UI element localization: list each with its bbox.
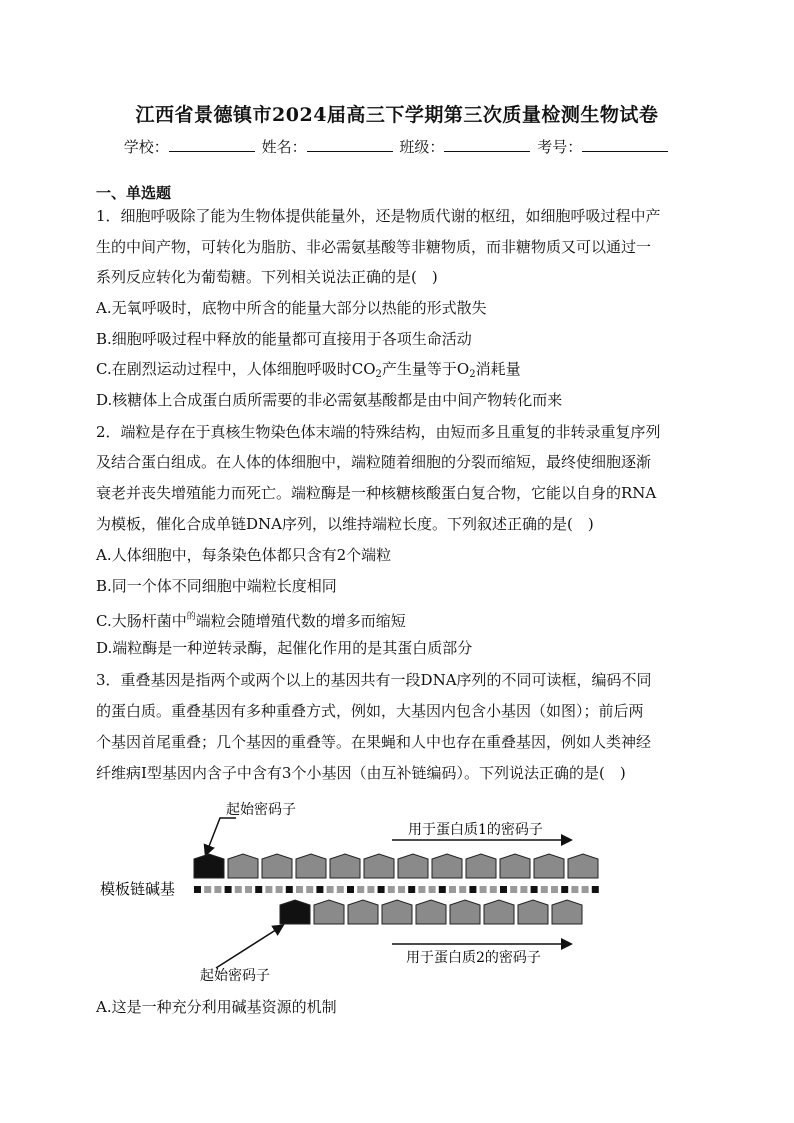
q1-option-c[interactable] xyxy=(96,359,521,385)
template-base xyxy=(551,886,558,893)
template-base xyxy=(418,886,425,893)
codon-top xyxy=(296,854,326,878)
codon-top xyxy=(330,854,360,878)
codon-bottom xyxy=(552,900,582,924)
q2-option-c-text-1: C.大肠杆菌中 xyxy=(96,612,187,630)
template-base xyxy=(327,886,334,893)
q2-option-d[interactable]: D.端粒酶是一种逆转录酶，起催化作用的是其蛋白质部分 xyxy=(96,639,473,657)
codon-bottom xyxy=(484,900,514,924)
page-title: 江西省景德镇市2024届高三下学期第三次质量检测生物试卷 xyxy=(135,104,659,126)
school-label: 学校： xyxy=(123,138,169,156)
codon-top xyxy=(398,854,428,878)
template-base xyxy=(510,886,517,893)
codon-bottom xyxy=(450,900,480,924)
template-base xyxy=(194,886,201,893)
template-base xyxy=(439,886,446,893)
codon-top xyxy=(534,854,564,878)
class-label: 班级： xyxy=(399,138,445,156)
bottom-codon-row xyxy=(280,900,582,924)
template-base xyxy=(276,886,283,893)
class-blank[interactable] xyxy=(444,137,530,152)
codon-top xyxy=(568,854,598,878)
student-info-line xyxy=(0,136,794,157)
q3-line-4: 纤维病Ⅰ型基因内含子中含有3个小基因（由互补链编码）。下列说法正确的是( ) xyxy=(96,764,626,782)
codon-top xyxy=(364,854,394,878)
exam-no-blank[interactable] xyxy=(582,137,668,152)
q2-line-3: 衰老并丧失增殖能力而死亡。端粒酶是一种核糖核酸蛋白复合物，它能以自身的RNA xyxy=(96,484,657,502)
q3-line-3: 个基因首尾重叠；几个基因的重叠等。在果蝇和人中也存在重叠基因，例如人类神经 xyxy=(96,733,652,751)
template-base xyxy=(398,886,405,893)
exam-no-label: 考号： xyxy=(537,138,583,156)
template-base xyxy=(459,886,466,893)
template-base xyxy=(541,886,548,893)
codon-top xyxy=(500,854,530,878)
name-label: 姓名： xyxy=(261,138,307,156)
protein1-codon-label: 用于蛋白质1的密码子 xyxy=(408,822,543,838)
start-codon-bottom-arrow xyxy=(216,926,282,968)
template-base xyxy=(306,886,313,893)
template-base xyxy=(245,886,252,893)
template-base xyxy=(500,886,507,893)
template-base xyxy=(265,886,272,893)
template-base xyxy=(204,886,211,893)
q1-option-c-text-1: C.在剧烈运动过程中，人体细胞呼吸时CO xyxy=(96,360,376,378)
q2-option-c-text-2: 端粒会随增殖代数的增多而缩短 xyxy=(195,612,406,630)
template-base xyxy=(429,886,436,893)
q2-option-c-sup: 的 xyxy=(186,612,196,622)
template-base xyxy=(235,886,242,893)
template-base xyxy=(582,886,589,893)
template-base xyxy=(520,886,527,893)
start-codon-bottom-label: 起始密码子 xyxy=(200,968,270,984)
q1-option-c-sub-1: 2 xyxy=(375,369,382,380)
start-codon-top-arrow xyxy=(206,818,236,854)
template-base xyxy=(388,886,395,893)
q2-line-1: 2．端粒是存在于真核生物染色体末端的特殊结构，由短而多且重复的非转录重复序列 xyxy=(96,423,661,441)
q2-option-a[interactable]: A.人体细胞中，每条染色体都只含有2个端粒 xyxy=(96,546,392,564)
codon-top xyxy=(432,854,462,878)
template-base xyxy=(316,886,323,893)
top-codon-row xyxy=(194,854,598,878)
template-base xyxy=(255,886,262,893)
q1-option-c-text-3: 消耗量 xyxy=(475,360,521,378)
template-base xyxy=(561,886,568,893)
start-codon-top xyxy=(194,854,224,878)
template-base xyxy=(225,886,232,893)
template-base xyxy=(571,886,578,893)
template-base xyxy=(592,886,599,893)
q1-option-c-text-2: 产生量等于O xyxy=(381,360,470,378)
q3-line-1: 3．重叠基因是指两个或两个以上的基因共有一段DNA序列的不同可读框，编码不同 xyxy=(96,671,652,689)
template-base xyxy=(480,886,487,893)
q1-option-c-sub-2: 2 xyxy=(469,369,476,380)
template-base xyxy=(286,886,293,893)
q2-option-b[interactable]: B.同一个体不同细胞中端粒长度相同 xyxy=(96,577,337,595)
overlapping-gene-diagram xyxy=(96,796,616,996)
template-base xyxy=(367,886,374,893)
q1-line-2: 生的中间产物，可转化为脂肪、非必需氨基酸等非糖物质，而非糖物质又可以通过一 xyxy=(96,238,652,256)
codon-bottom xyxy=(416,900,446,924)
template-base xyxy=(214,886,221,893)
template-base xyxy=(296,886,303,893)
codon-top xyxy=(228,854,258,878)
q2-option-c[interactable] xyxy=(96,607,406,631)
template-base-row xyxy=(194,886,599,893)
q2-line-4: 为模板，催化合成单链DNA序列，以维持端粒长度。下列叙述正确的是( ) xyxy=(96,515,594,533)
codon-bottom xyxy=(314,900,344,924)
start-codon-top-label: 起始密码子 xyxy=(226,802,296,818)
template-base xyxy=(378,886,385,893)
start-codon-bottom xyxy=(280,900,310,924)
q1-line-1: 1．细胞呼吸除了能为生物体提供能量外，还是物质代谢的枢纽，如细胞呼吸过程中产 xyxy=(96,207,661,225)
codon-bottom xyxy=(348,900,378,924)
q3-line-2: 的蛋白质。重叠基因有多种重叠方式，例如，大基因内包含小基因（如图）；前后两 xyxy=(96,702,644,720)
template-strand-label: 模板链碱基 xyxy=(100,880,176,898)
q1-option-d[interactable]: D.核糖体上合成蛋白质所需要的非必需氨基酸都是由中间产物转化而来 xyxy=(96,391,563,409)
codon-bottom xyxy=(518,900,548,924)
name-blank[interactable] xyxy=(307,137,393,152)
template-base xyxy=(490,886,497,893)
q3-option-a[interactable]: A.这是一种充分利用碱基资源的机制 xyxy=(96,998,337,1016)
template-base xyxy=(408,886,415,893)
template-base xyxy=(449,886,456,893)
codon-bottom xyxy=(382,900,412,924)
codon-top xyxy=(262,854,292,878)
q1-line-3: 系列反应转化为葡萄糖。下列相关说法正确的是( ) xyxy=(96,268,438,286)
codon-top xyxy=(466,854,496,878)
q1-option-b[interactable]: B.细胞呼吸过程中释放的能量都可直接用于各项生命活动 xyxy=(96,330,472,348)
section-title: 一、单选题 xyxy=(96,184,172,202)
template-base xyxy=(469,886,476,893)
template-base xyxy=(337,886,344,893)
template-base xyxy=(531,886,538,893)
school-blank[interactable] xyxy=(169,137,255,152)
protein2-codon-label: 用于蛋白质2的密码子 xyxy=(406,950,541,966)
q2-line-2: 及结合蛋白组成。在人体的体细胞中，端粒随着细胞的分裂而缩短，最终使细胞逐渐 xyxy=(96,453,652,471)
template-base xyxy=(357,886,364,893)
q1-option-a[interactable]: A.无氧呼吸时，底物中所含的能量大部分以热能的形式散失 xyxy=(96,299,487,317)
template-base xyxy=(347,886,354,893)
